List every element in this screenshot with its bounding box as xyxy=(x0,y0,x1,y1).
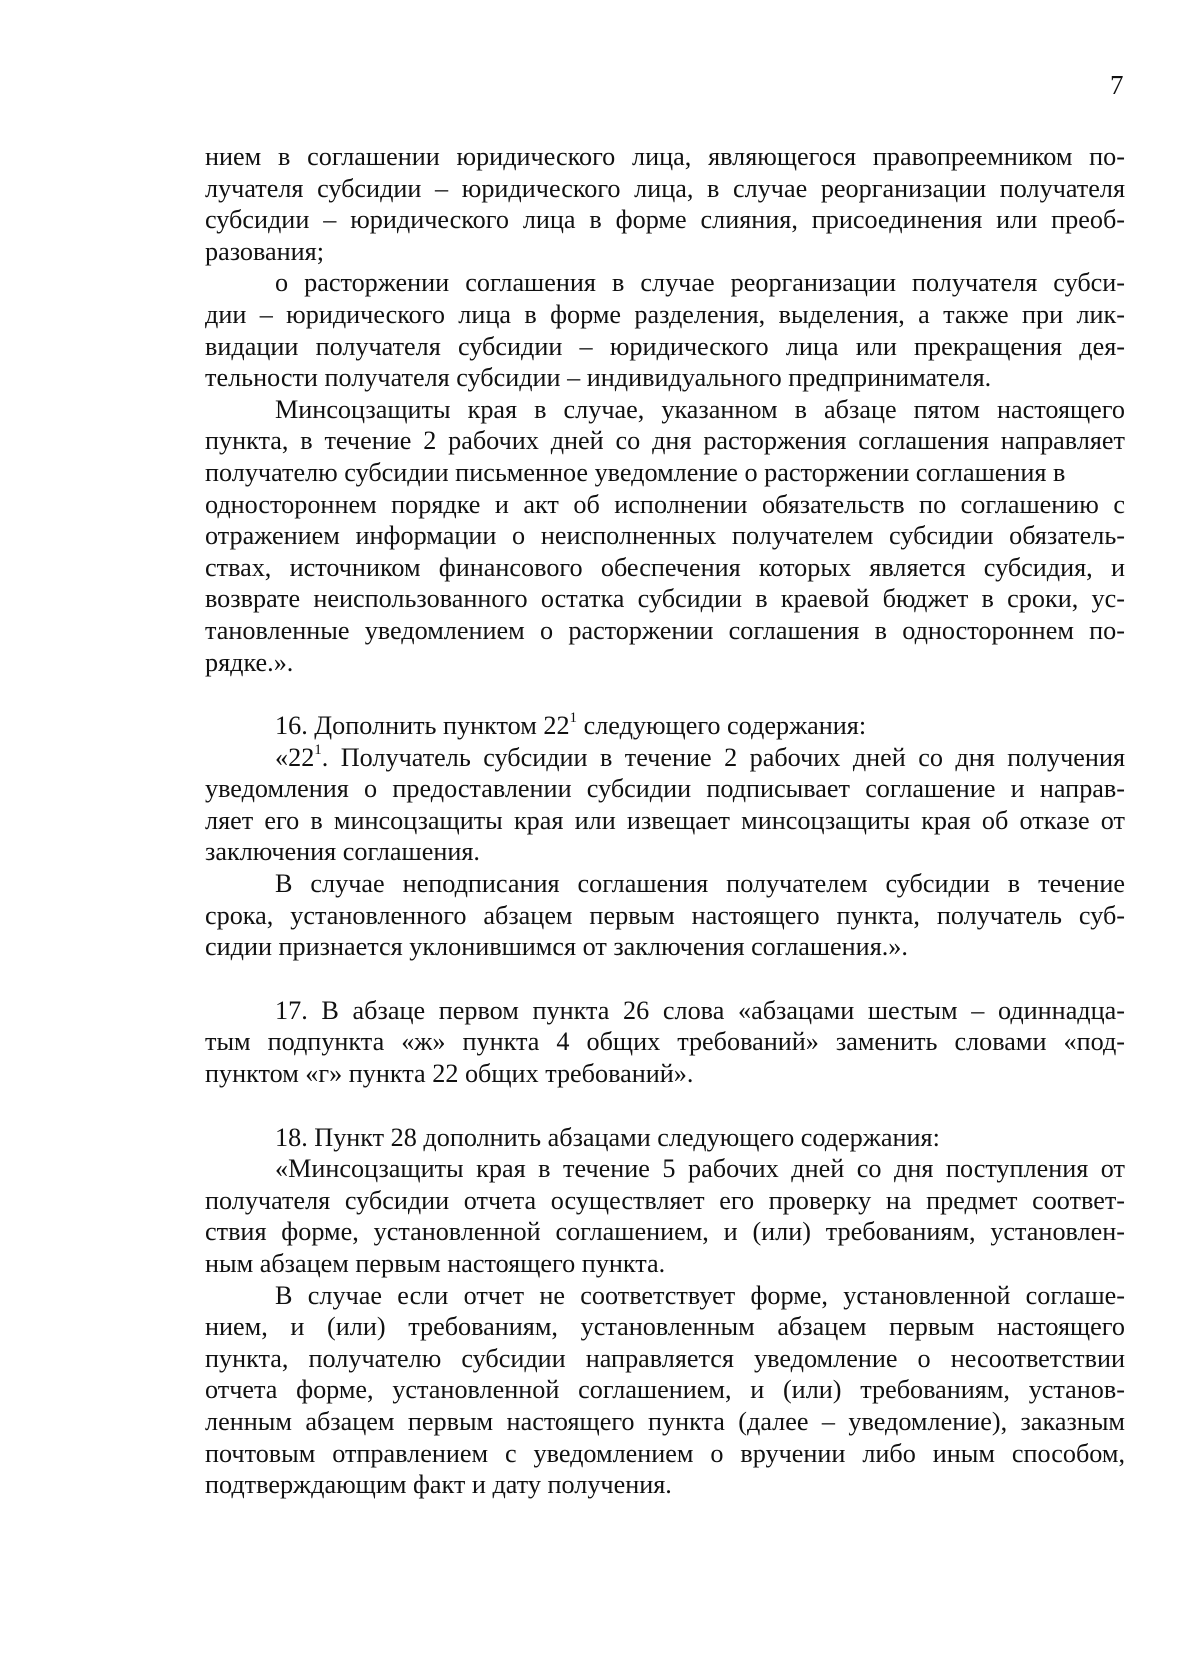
text-line: заключения соглашения. xyxy=(205,837,480,867)
item-16-text-end: следующего содержания: xyxy=(577,711,867,741)
text-line: получателя субсидии отчета осуществляет его проверку на предмет соответ- xyxy=(205,1185,1125,1215)
text-line: отчета форме, установленной соглашением, и (или) требованиям, установ- xyxy=(205,1375,1125,1405)
superscript: 1 xyxy=(314,741,322,758)
paragraph-termination xyxy=(205,267,1125,393)
text-line: тановленные уведомлением о расторжении соглашения в одностороннем по- xyxy=(205,615,1125,645)
text-line: субсидии – юридического лица в форме слияния, присоединения или преоб- xyxy=(205,205,1125,235)
text-line: ляет его в минсоцзащиты края или извещает минсоцзащиты края об отказе от xyxy=(205,805,1125,835)
text-line: подтверждающим факт и дату получения. xyxy=(205,1470,672,1500)
text-line: сидии признается уклонившимся от заключения соглашения.». xyxy=(205,932,908,962)
text-line: срока, установленного абзацем первым настоящего пункта, получатель суб- xyxy=(205,900,1125,930)
paragraph-ministry-notice xyxy=(205,394,1125,678)
text-line: нием в соглашении юридического лица, являющегося правопреемником по- xyxy=(205,142,1125,171)
text-line: 17. В абзаце первом пункта 26 слова «абзацами шестым – одиннадца- xyxy=(275,995,1125,1025)
text-line: нием, и (или) требованиям, установленным абзацем первым настоящего xyxy=(205,1312,1125,1342)
paragraph-report-check xyxy=(205,1153,1125,1279)
paragraph-22-1 xyxy=(205,742,1125,868)
text-line: дии – юридического лица в форме разделения, выделения, а также при лик- xyxy=(205,299,1125,329)
item-16-heading xyxy=(205,710,1125,742)
text-line: ным абзацем первым настоящего пункта. xyxy=(205,1249,666,1278)
text-line: отражением информации о неисполненных получателем субсидии обязатель- xyxy=(205,521,1125,551)
text-line: пункта, получателю субсидии направляется уведомление о несоответствии xyxy=(205,1343,1125,1373)
clause-22-1-text: . Получатель субсидии в течение 2 рабочих дней со дня получения xyxy=(321,742,1125,772)
paragraph-non-signing xyxy=(205,868,1125,963)
text-line: разования; xyxy=(205,236,324,266)
item-16-text: 16. Дополнить пунктом 22 xyxy=(275,711,570,741)
text-line: «Минсоцзащиты края в течение 5 рабочих дней со дня поступления от xyxy=(275,1154,1125,1184)
superscript: 1 xyxy=(569,710,578,727)
document-body xyxy=(205,141,1125,1501)
clause-22-1-label: «22 xyxy=(275,742,315,772)
text-line: лучателя субсидии – юридического лица, в случае реорганизации получателя xyxy=(205,173,1125,203)
paragraph-successor-entity xyxy=(205,141,1125,267)
text-line: Минсоцзащиты края в случае, указанном в абзаце пятом настоящего xyxy=(275,394,1125,424)
text-line: ленным абзацем первым настоящего пункта (далее – уведомление), заказным xyxy=(205,1406,1125,1436)
item-17 xyxy=(205,995,1125,1090)
text-line: одностороннем порядке и акт об исполнении обязательств по соглашению с xyxy=(205,489,1125,519)
text-line: рядке.». xyxy=(205,647,294,677)
text-line xyxy=(205,742,1125,774)
text-line: тельности получателя субсидии – индивидуального предпринимателя. xyxy=(205,363,992,393)
item-18-heading xyxy=(205,1122,1125,1154)
text-line: пунктом «г» пункта 22 общих требований». xyxy=(205,1059,694,1089)
text-line: В случае неподписания соглашения получателем субсидии в течение xyxy=(275,869,1125,899)
text-line: почтовым отправлением с уведомлением о вручении либо иным способом, xyxy=(205,1438,1125,1468)
text-line: тым подпункта «ж» пункта 4 общих требований» заменить словами «под- xyxy=(205,1027,1125,1057)
paragraph-report-mismatch xyxy=(205,1280,1125,1501)
text-line: В случае если отчет не соответствует форме, установленной соглаше- xyxy=(275,1280,1125,1310)
text-line xyxy=(205,710,1125,742)
text-line: о расторжении соглашения в случае реорганизации получателя субси- xyxy=(275,268,1125,298)
text-line: возврате неиспользованного остатка субсидии в краевой бюджет в сроки, ус- xyxy=(205,584,1125,614)
page-number: 7 xyxy=(1110,70,1124,100)
text-line: ствия форме, установленной соглашением, и (или) требованиям, установлен- xyxy=(205,1217,1125,1247)
text-line: видации получателя субсидии – юридического лица или прекращения дея- xyxy=(205,331,1125,361)
text-line: получателю субсидии письменное уведомление о расторжении соглашения в xyxy=(205,457,1066,487)
text-line: уведомления о предоставлении субсидии подписывает соглашение и направ- xyxy=(205,774,1125,804)
text-line: ствах, источником финансового обеспечения которых является субсидия, и xyxy=(205,552,1125,582)
text-line: пункта, в течение 2 рабочих дней со дня расторжения соглашения направляет xyxy=(205,426,1125,456)
text-line: 18. Пункт 28 дополнить абзацами следующего содержания: xyxy=(275,1122,940,1152)
